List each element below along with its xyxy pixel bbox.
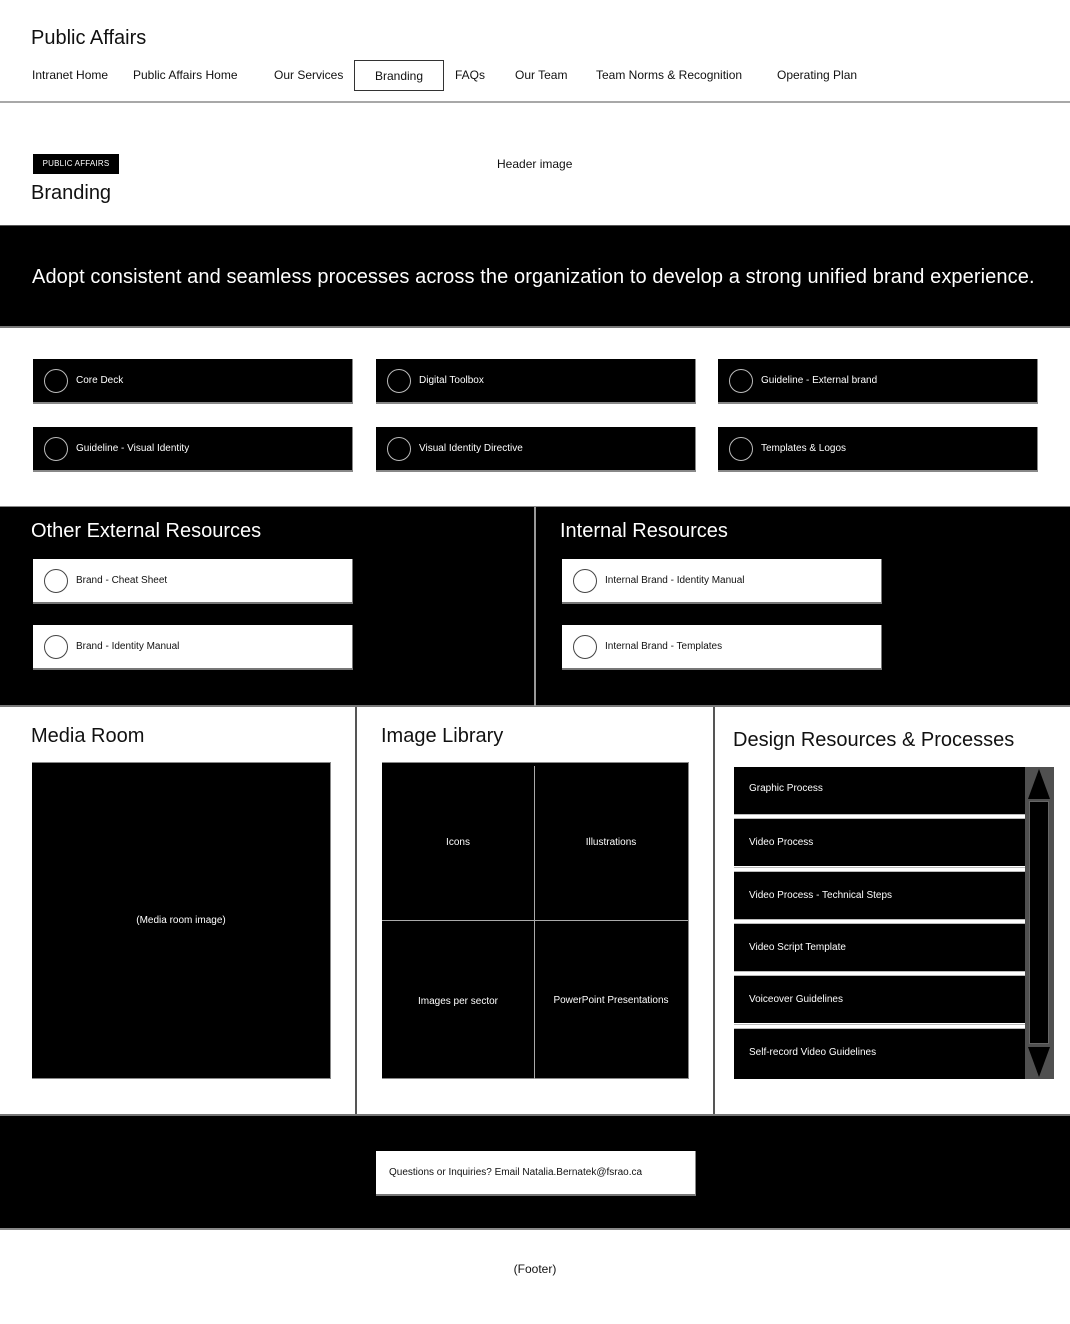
link-guideline-external-brand[interactable] — [718, 359, 1038, 404]
media-room-title: Media Room — [31, 725, 145, 747]
design-item-video-process[interactable] — [734, 819, 1025, 866]
link-internal-brand-identity-manual[interactable] — [562, 559, 882, 604]
banner-text: Adopt consistent and seamless processes across the organization to develop a strong unified brand experience. — [32, 266, 1035, 288]
link-templates-logos[interactable] — [718, 427, 1038, 472]
site-header — [0, 0, 1070, 103]
link-internal-brand-templates[interactable] — [562, 625, 882, 670]
design-item-voiceover-guidelines[interactable] — [734, 976, 1025, 1023]
scroll-up-arrow-icon[interactable] — [1028, 769, 1050, 799]
library-tile-images-per-sector[interactable] — [382, 921, 534, 1079]
scroll-down-arrow-icon[interactable] — [1028, 1047, 1050, 1077]
contact-band — [0, 1114, 1070, 1230]
grid-divider — [534, 766, 535, 1079]
design-item-graphic-process[interactable] — [734, 767, 1025, 814]
item-label: Voiceover Guidelines — [749, 994, 843, 1005]
link-label: Templates & Logos — [761, 443, 847, 454]
contact-box[interactable] — [376, 1151, 696, 1196]
site-title: Public Affairs — [31, 27, 147, 49]
design-item-video-process-technical-steps[interactable] — [734, 872, 1025, 919]
link-label: Guideline - Visual Identity — [76, 443, 190, 454]
item-label: Graphic Process — [749, 783, 823, 794]
header-image-placeholder: Header image — [497, 157, 573, 171]
page-title: Branding — [31, 182, 112, 204]
section-divider — [534, 507, 536, 706]
external-resources-title: Other External Resources — [31, 520, 262, 542]
mission-banner — [0, 225, 1070, 328]
nav-branding[interactable]: Branding — [354, 60, 444, 91]
image-library-grid — [382, 762, 689, 1079]
scrollbar-thumb[interactable] — [1029, 801, 1049, 1044]
top-navigation — [0, 60, 1070, 92]
circle-icon — [387, 369, 411, 393]
circle-icon — [729, 369, 753, 393]
column-divider — [355, 707, 357, 1114]
image-library-title: Image Library — [381, 725, 504, 747]
item-label: Video Process - Technical Steps — [749, 890, 893, 901]
item-label: Self-record Video Guidelines — [749, 1047, 877, 1058]
link-label: Guideline - External brand — [761, 375, 878, 386]
link-label: Brand - Identity Manual — [76, 641, 180, 652]
link-label: Core Deck — [76, 375, 124, 386]
tile-label: Images per sector — [417, 996, 499, 1007]
column-divider — [713, 707, 715, 1114]
nav-faqs[interactable]: FAQs — [455, 68, 486, 82]
tile-label: Icons — [446, 837, 470, 848]
design-resources-list — [734, 767, 1054, 1079]
media-room-image-label: (Media room image) — [136, 915, 226, 926]
library-tile-powerpoint-presentations[interactable] — [535, 921, 687, 1079]
design-item-video-script-template[interactable] — [734, 924, 1025, 971]
circle-icon — [44, 437, 68, 461]
design-resources-title: Design Resources & Processes — [733, 729, 1015, 751]
media-room-image[interactable] — [32, 762, 331, 1079]
item-label: Video Script Template — [749, 942, 846, 953]
link-brand-identity-manual[interactable] — [33, 625, 353, 670]
link-visual-identity-directive[interactable] — [376, 427, 696, 472]
circle-icon — [44, 369, 68, 393]
circle-icon — [44, 635, 68, 659]
nav-our-services[interactable]: Our Services — [274, 68, 344, 82]
link-label: Internal Brand - Identity Manual — [605, 575, 745, 586]
library-tile-illustrations[interactable] — [535, 763, 687, 921]
link-core-deck[interactable] — [33, 359, 353, 404]
item-label: Video Process — [749, 837, 814, 848]
circle-icon — [44, 569, 68, 593]
grid-divider — [382, 920, 688, 921]
circle-icon — [573, 635, 597, 659]
nav-our-team[interactable]: Our Team — [515, 68, 568, 82]
link-digital-toolbox[interactable] — [376, 359, 696, 404]
link-brand-cheat-sheet[interactable] — [33, 559, 353, 604]
link-label: Internal Brand - Templates — [605, 641, 723, 652]
tile-label: PowerPoint Presentations — [553, 995, 669, 1006]
nav-team-norms-recognition[interactable]: Team Norms & Recognition — [596, 68, 743, 82]
link-label: Digital Toolbox — [419, 375, 484, 386]
link-label: Visual Identity Directive — [419, 443, 523, 454]
nav-public-affairs-home[interactable]: Public Affairs Home — [133, 68, 238, 82]
internal-resources-title: Internal Resources — [560, 520, 728, 542]
link-guideline-visual-identity[interactable] — [33, 427, 353, 472]
category-tag[interactable]: PUBLIC AFFAIRS — [33, 154, 119, 174]
tile-label: Illustrations — [585, 837, 637, 848]
nav-operating-plan[interactable]: Operating Plan — [777, 68, 858, 82]
contact-text: Questions or Inquiries? Email Natalia.Bernatek@fsrao.ca — [389, 1167, 643, 1178]
resources-section — [0, 506, 1070, 707]
design-item-self-record-video-guidelines[interactable] — [734, 1029, 1025, 1079]
circle-icon — [387, 437, 411, 461]
scrollbar[interactable] — [1025, 767, 1054, 1079]
footer: (Footer) — [513, 1262, 557, 1276]
nav-intranet-home[interactable]: Intranet Home — [32, 68, 109, 82]
circle-icon — [729, 437, 753, 461]
circle-icon — [573, 569, 597, 593]
library-tile-icons[interactable] — [382, 763, 534, 921]
link-label: Brand - Cheat Sheet — [76, 575, 168, 586]
